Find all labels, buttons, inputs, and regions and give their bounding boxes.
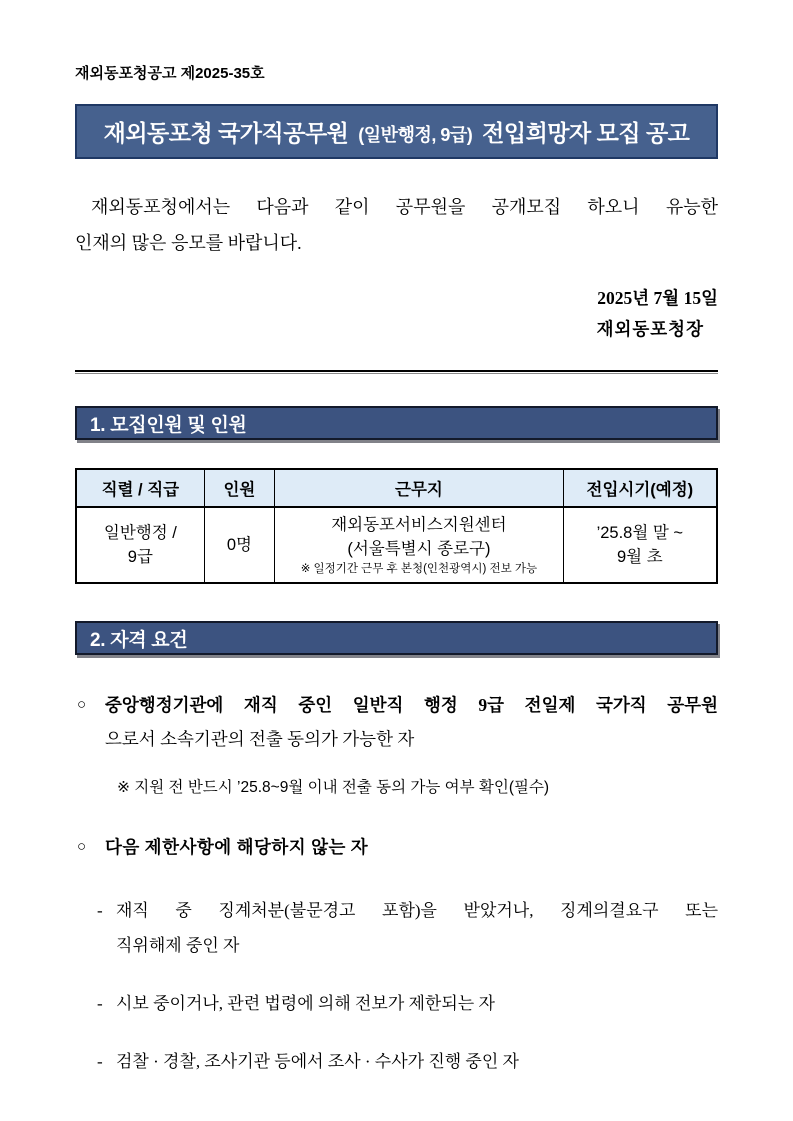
bullet-1-rest-line: 으로서 소속기관의 전출 동의가 가능한 자 [105, 729, 415, 749]
title-right: 전입희망자 모집 공고 [482, 120, 690, 146]
divider-thin-line [75, 373, 718, 374]
section-1-heading: 1. 모집인원 및 인원 [75, 406, 718, 440]
qualification-bullet-2 [75, 830, 718, 864]
table-header-row [76, 469, 717, 507]
dash-bullet-icon: - [97, 1052, 103, 1071]
section-2-heading: 2. 자격 요건 [75, 621, 718, 655]
intro-line-1: 재외동포청에서는 다음과 같이 공무원을 공개모집 하오니 유능한 [91, 197, 718, 217]
signer-title: 재외동포청장 [596, 319, 704, 339]
title-banner [75, 104, 718, 159]
cell-position [76, 507, 204, 583]
page-title [104, 115, 690, 148]
bullet-1-note: ※ 지원 전 반드시 ’25.8~9월 이내 전출 동의 가능 여부 확인(필수) [117, 779, 550, 796]
worksite-line-2: (서울특별시 종로구) [347, 540, 491, 558]
col-header-worksite: 근무지 [275, 469, 563, 507]
position-line-1: 일반행정 / [103, 524, 177, 542]
restriction-1-text [116, 893, 718, 963]
announcement-date: 2025년 7월 15일 [597, 288, 718, 308]
bullet-1-text [105, 688, 718, 756]
worksite-line-1: 재외동포서비스지원센터 [331, 516, 507, 534]
restriction-2-line-1: 시보 중이거나, 관련 법령에 의해 전보가 제한되는 자 [116, 994, 495, 1013]
restriction-3-text [116, 1044, 718, 1079]
position-line-2: 9급 [127, 548, 153, 566]
table-row [76, 507, 717, 583]
col-header-position: 직렬 / 직급 [76, 469, 204, 507]
intro-line-2: 인재의 많은 응모를 바랍니다. [75, 233, 302, 253]
qualification-bullet-1 [75, 688, 718, 756]
horizontal-divider [75, 370, 718, 374]
col-header-period: 전입시기(예정) [563, 469, 717, 507]
cell-worksite [275, 507, 563, 583]
cell-count: 0명 [204, 507, 275, 583]
bullet-1-bold-line: 중앙행정기관에 재직 중인 일반직 행정 9급 전일제 국가직 공무원 [105, 695, 718, 715]
circle-bullet-icon: ○ [77, 697, 87, 713]
restriction-2-text [116, 986, 718, 1021]
divider-thick-line [75, 370, 718, 372]
dash-bullet-icon: - [97, 901, 103, 920]
title-paren: (일반행정, 9급) [358, 125, 473, 145]
bullet-2-text [105, 830, 718, 864]
cell-period [563, 507, 717, 583]
restriction-item-3 [97, 1044, 718, 1079]
restriction-item-1 [97, 893, 718, 963]
bullet-2-bold-line: 다음 제한사항에 해당하지 않는 자 [105, 837, 369, 857]
document-number: 재외동포청공고 제2025-35호 [75, 65, 265, 82]
period-line-1: ’25.8월 말 ~ [596, 524, 684, 542]
restriction-1-line-1: 재직 중 징계처분(불문경고 포함)을 받았거나, 징계의결요구 또는 [116, 901, 718, 920]
date-signer-block [75, 283, 718, 345]
intro-paragraph [75, 189, 718, 261]
worksite-note: ※ 일정기간 근무 후 본청(인천광역시) 전보 가능 [300, 563, 538, 575]
restriction-item-2 [97, 986, 718, 1021]
restriction-1-line-2: 직위해제 중인 자 [116, 936, 240, 955]
restriction-3-line-1: 검찰 · 경찰, 조사기관 등에서 조사 · 수사가 진행 중인 자 [116, 1052, 519, 1071]
col-header-count: 인원 [204, 469, 275, 507]
circle-bullet-icon: ○ [77, 839, 87, 855]
period-line-2: 9월 초 [617, 548, 663, 566]
title-left: 재외동포청 국가직공무원 [103, 120, 349, 146]
dash-bullet-icon: - [97, 994, 103, 1013]
recruitment-table [75, 468, 718, 584]
